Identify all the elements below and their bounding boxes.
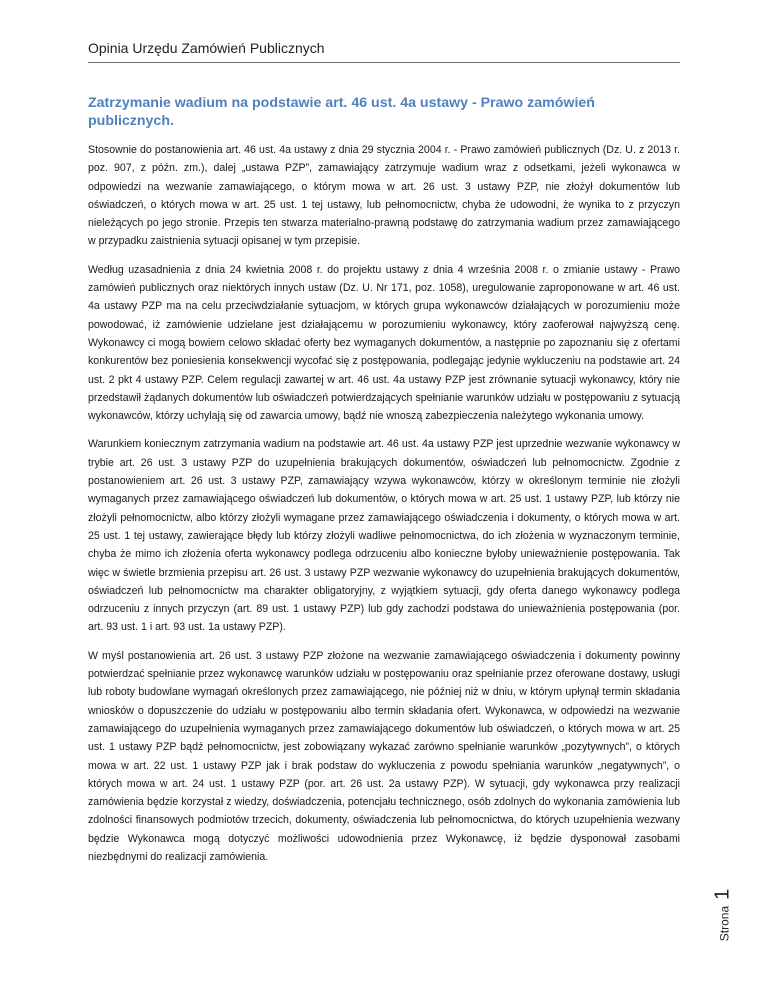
- paragraph-4: W myśl postanowienia art. 26 ust. 3 ustawy PZP złożone na wezwanie zamawiającego oświadczenia i dokumenty powinny potwierdzać spełnianie przez wykonawcę warunków udziału w postępowaniu oraz spełnianie przez oferowane dostawy, usługi lub roboty budowlane wymagań określonych przez zamawiającego, nie później niż w dniu, w którym upłynął termin składania wniosków o dopuszczenie do udziału w postępowaniu albo termin składania ofert. Wykonawca, w odpowiedzi na wezwanie zamawiającego do uzupełnienia wymaganych przez zamawiającego dokumentów lub oświadczeń, o których mowa w art. 25 ust. 1 ustawy PZP bądź pełnomocnictw, jest zobowiązany wykazać zarówno spełnianie warunków „pozytywnych”, o których mowa w art. 22 ust. 1 ustawy PZP jak i brak podstaw do wykluczenia z powodu spełniania warunków „negatywnych”, o których mowa w art. 24 ust. 1 ustawy PZP (por. art. 26 ust. 2a ustawy PZP). W sytuacji, gdy wykonawca przy realizacji zamówienia będzie korzystał z wiedzy, doświadczenia, potencjału technicznego, osób zdolnych do wykonania zamówienia lub zdolności finansowych podmiotów trzecich, dokumenty, oświadczenia lub pełnomocnictwa, do których uzupełnienia wezwany będzie Wykonawca mogą dotyczyć możliwości udowodnienia przez Wykonawcę, iż będzie dysponował zasobami niezbędnymi do realizacji zamówienia.: [88, 649, 680, 863]
- paragraph-1: Stosownie do postanowienia art. 46 ust. 4a ustawy z dnia 29 stycznia 2004 r. - Prawo zamówień publicznych (Dz. U. z 2013 r. poz. 907, z późn. zm.), dalej „ustawa PZP”, zamawiający zatrzymuje wadium wraz z odsetkami, jeżeli wykonawca w odpowiedzi na wezwanie zamawiającego, o którym mowa w art. 26 ust. 3 ustawy PZP, nie złożył dokumentów lub oświadczeń, o których mowa w art. 25 ust. 1 tej ustawy, lub pełnomocnictw, chyba że udowodni, że wynika to z przyczyn nieleżących po jego stronie. Przepis ten stwarza materialno-prawną podstawę do zatrzymania wadium przez zamawiającego w przypadku zaistnienia sytuacji opisanej w tym przepisie.: [88, 144, 680, 248]
- document-body: [88, 94, 680, 876]
- document-heading: Zatrzymanie wadium na podstawie art. 46 ust. 4a ustawy - Prawo zamówień publicznych.: [88, 95, 595, 129]
- paragraph-3: Warunkiem koniecznym zatrzymania wadium na podstawie art. 46 ust. 4a ustawy PZP jest uprzednie wezwanie wykonawcy w trybie art. 26 ust. 3 ustawy PZP do uzupełnienia brakujących dokumentów, oświadczeń lub pełnomocnictw. Zgodnie z postanowieniem art. 26 ust. 3 ustawy PZP, zamawiający wzywa wykonawców, którzy w określonym terminie nie złożyli wymaganych przez zamawiającego oświadczeń lub dokumentów, o których mowa w art. 25 ust. 1 ustawy PZP, lub którzy nie złożyli pełnomocnictw, albo którzy złożyli wymagane przez zamawiającego oświadczenia i dokumenty, o których mowa w art. 25 ust. 1 tej ustawy, zawierające błędy lub którzy złożyli wadliwe pełnomocnictwa, do ich złożenia w wyznaczonym terminie, chyba że mimo ich złożenia oferta wykonawcy podlega odrzuceniu albo konieczne byłoby unieważnienie postępowania. Tak więc w świetle brzmienia przepisu art. 26 ust. 3 ustawy PZP wezwanie wykonawcy do uzupełnienia brakujących dokumentów, oświadczeń lub pełnomocnictw ma charakter obligatoryjny, z wyjątkiem sytuacji, gdy oferta danego wykonawcy podlega odrzuceniu z innych przyczyn (art. 89 ust. 1 ustawy PZP) lub gdy zachodzi podstawa do unieważnienia postępowania (por. art. 93 ust. 1 i art. 93 ust. 1a ustawy PZP).: [88, 438, 680, 634]
- header-divider: [88, 62, 680, 63]
- page-header-title: Opinia Urzędu Zamówień Publicznych: [88, 40, 325, 56]
- page-label: Strona: [717, 905, 732, 942]
- paragraph-2: Według uzasadnienia z dnia 24 kwietnia 2008 r. do projektu ustawy z dnia 4 września 2008 r. o zmianie ustawy - Prawo zamówień publicznych oraz niektórych innych ustaw (Dz. U. Nr 171, poz. 1058), uregulowanie zaproponowane w art. 46 ust. 4a ustawy PZP ma na celu przeciwdziałanie sytuacjom, w których grupa wykonawców działających w porozumieniu może powodować, iż zamówienie udzielane jest działającemu w porozumieniu wykonawcy, który zaoferował najwyższą cenę. Wykonawcy ci mogą bowiem celowo składać oferty bez wymaganych dokumentów, a następnie po zapoznaniu się z ofertami konkurentów bez poniesienia konsekwencji wycofać się z postępowania, podlegając jedynie wykluczeniu na podstawie art. 24 ust. 2 pkt 4 ustawy PZP. Celem regulacji zawartej w art. 46 ust. 4a ustawy PZP jest zrównanie sytuacji wykonawcy, który nie przedstawił żądanych dokumentów lub oświadczeń potwierdzających spełnianie warunków udziału w postępowaniu z sytuacją wykonawców, którzy uchylają się od zawarcia umowy, bądź nie wnoszą zabezpieczenia należytego wykonania umowy.: [88, 263, 680, 423]
- page-number: [698, 870, 748, 960]
- page-number-value: 1: [711, 888, 734, 900]
